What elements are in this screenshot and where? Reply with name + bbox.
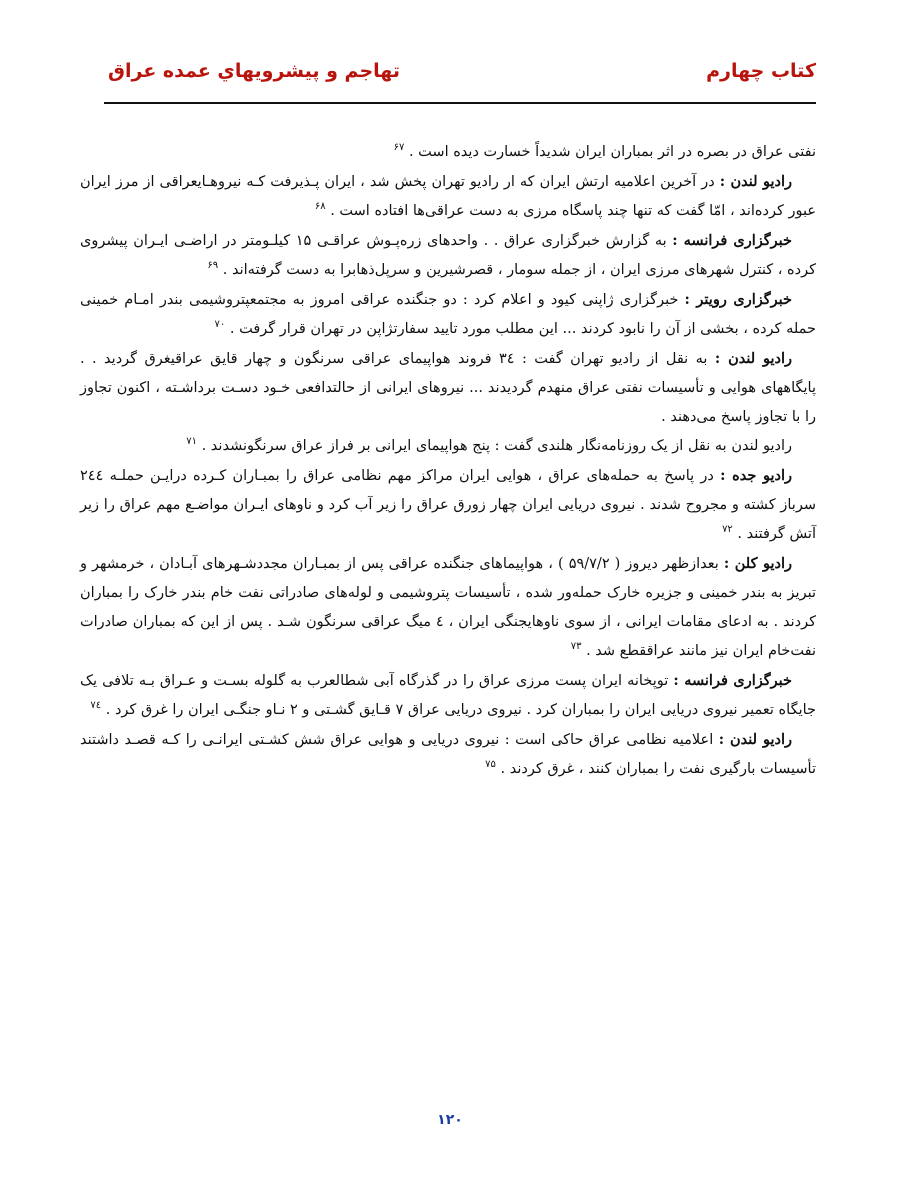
news-paragraph bbox=[80, 666, 816, 725]
news-source: رادیو کلن : bbox=[723, 555, 792, 572]
news-text: اعلامیه نظامی عراق حاکی است : نیروی دریایی و هوایی عراق شش کشـتی ایرانـی را کـه قصـد داشتند تأسیسات بارگیری نفت را بمباران کنند ، غرق کردند . bbox=[80, 732, 816, 777]
page-number: ۱۲۰ bbox=[437, 1112, 463, 1128]
news-paragraph bbox=[80, 344, 816, 432]
news-text: به نقل از رادیو تهران گفت : ۳٤ فروند هواپیمای عراقی سرنگون و چهار قایق عراقیغرق گردید . . پایگاههای هوایی و تأسیسات نفتی عراق منهدم گردیدند ... نیروهای ایرانی از حالتدافعی خـود دسـت برداشـته ، اکنون تجاوز را با تجاوز پاسخ می‌دهند . bbox=[80, 351, 816, 425]
footnote-marker: ۷۱ bbox=[186, 436, 197, 448]
news-text: به گزارش خبرگزاری عراق . . واحدهای زره‌پـوش عراقـی ۱۵ کیلـومتر در اراضـی ایـران پیشروی کرده ، کنترل شهرهای مرزی ایران ، از جمله سومار ، قصرشیرین و سرپل‌ذهابرا به دست گرفته‌اند . bbox=[80, 233, 816, 278]
news-paragraph bbox=[80, 549, 816, 666]
news-source: خبرگزاری فرانسه : bbox=[673, 672, 793, 689]
news-source: خبرگزاری فرانسه : bbox=[672, 232, 793, 249]
news-paragraph bbox=[80, 461, 816, 549]
footnote-marker: ۶۷ bbox=[393, 142, 405, 154]
section-title: تهاجم و پيشرويهاي عمده عراق bbox=[108, 60, 400, 82]
footnote-marker: ۶۸ bbox=[314, 201, 326, 213]
footnote-marker: ۶۹ bbox=[207, 260, 219, 272]
footnote-marker: ۷۲ bbox=[722, 524, 733, 536]
news-source: رادیو لندن : bbox=[718, 731, 792, 748]
book-label: كتاب چهارم bbox=[706, 60, 816, 82]
news-paragraph bbox=[80, 432, 816, 461]
body-text bbox=[80, 138, 816, 784]
footnote-marker: ۷٤ bbox=[90, 700, 102, 712]
news-paragraph bbox=[80, 167, 816, 226]
footnote-marker: ۷۳ bbox=[570, 641, 582, 653]
news-text: بعدازظهر دیروز ( ۵۹/۷/۲ ) ، هواپیماهای جنگنده عراقی پس از بمبـاران مجددشـهرهای آبـادان ، خرمشهر و تبریز به بندر خمینی و جزیره خارک حمله‌ور شده ، تأسیسات پتروشیمی و لوله‌های صادراتی نفت خام بندر خارک را بمباران کردند . به ادعای مقامات ایرانی ، از سوی ناوهایجنگی ایران ، ٤ میگ عراقی سرنگون شـد . پس از این که بمباران صادرات نفت‌خام ایران نیز مانند عراققطع شد . bbox=[80, 556, 816, 659]
news-source: رادیو جده : bbox=[720, 467, 793, 484]
news-text: خبرگزاری ژاپنی کیود و اعلام کرد : دو جنگنده عراقی امروز به مجتمعپتروشیمی بندر امـام خمینی حمله کرده ، بخشی از آن را نابود کردند ... این مطلب مورد تایید سفارتژاپن در تهران قرار گرفت . bbox=[80, 292, 816, 337]
news-source: رادیو لندن : bbox=[719, 173, 792, 190]
news-source: رادیو لندن : bbox=[714, 350, 792, 367]
news-text: در پاسخ به حمله‌های عراق ، هوایی ایران مراکز مهم نظامی عراق را بمبـاران کـرده درایـن حملـه ۲٤٤ سرباز کشته و مجروح شدند . نیروی دریایی ایران چهار زورق عراق را زیر آب کرد و ناوهای ایـران مواضـع مهم عراق را زیر آتش گرفتند . bbox=[80, 468, 816, 542]
news-paragraph bbox=[80, 725, 816, 784]
running-header bbox=[104, 56, 816, 104]
news-paragraph bbox=[80, 138, 816, 167]
news-paragraph bbox=[80, 285, 816, 344]
news-text: نفتی عراق در بصره در اثر بمباران ایران شدیداً خسارت دیده است . bbox=[408, 144, 816, 160]
news-source: خبرگزاری رویتر : bbox=[684, 291, 793, 308]
footnote-marker: ۷۰ bbox=[214, 319, 226, 331]
news-text: توپخانه ایران پست مرزی عراق را در گذرگاه آبی شطالعرب به گلوله بسـت و عـراق بـه تلافی یک جایگاه تعمیر نیروی دریایی ایران را بمباران کرد . نیروی دریایی عراق ۷ قـایق گشـتی و ۲ نـاو جنگـی ایران را غرق کرد . bbox=[80, 673, 816, 718]
news-paragraph bbox=[80, 226, 816, 285]
footnote-marker: ۷۵ bbox=[485, 759, 496, 771]
news-text: رادیو لندن به نقل از یک روزنامه‌نگار هلندی گفت : پنج هواپیمای ایرانی بر فراز عراق سرنگونشدند . bbox=[201, 438, 792, 454]
news-text: در آخرین اعلامیه ارتش ایران که ار رادیو تهران پخش شد ، ایران پـذیرفت کـه نیروهـایعراقی از مرز ایران عبور کرده‌اند ، امّا گفت که تنها چند پاسگاه مرزی به دست عراقی‌ها افتاده است . bbox=[80, 174, 816, 219]
